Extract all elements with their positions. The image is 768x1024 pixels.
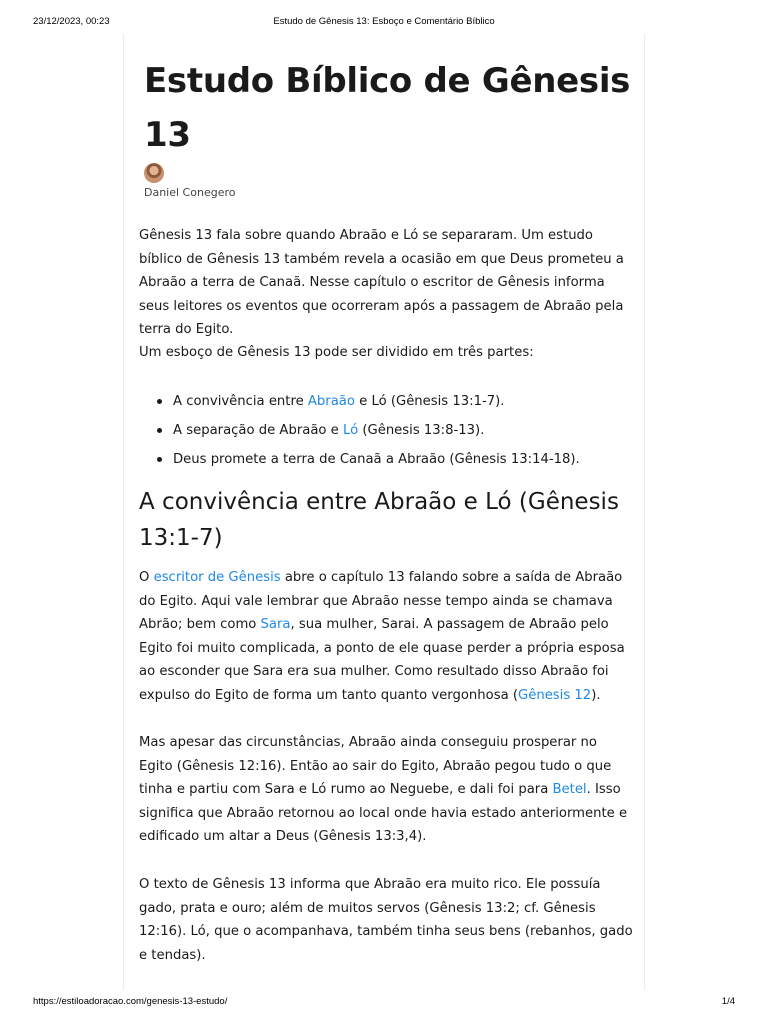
intro-paragraph: Gênesis 13 fala sobre quando Abraão e Ló se separaram. Um estudo bíblico de Gênesis 13 também revela a ocasião em que Deus prometeu a Abraão a terra de Canaã. Nesse capítulo o escritor de Gênesis informa seus leitores os eventos que ocorreram após a passagem de Abraão pela terra do Egito. [139,228,624,337]
print-footer [0,996,768,1010]
outline-list [139,387,580,474]
paragraph-2: Mas apesar das circunstâncias, Abraão ainda conseguiu prosperar no Egito (Gênesis 12:16). Então ao sair do Egito, Abraão pegou tudo o que tinha e partiu com Sara e Ló rumo ao Neguebe, e dali foi para Betel. Isso significa que Abraão retornou ao local onde havia estado anteriormente e edificado um altar a Deus (Gênesis 13:3,4). [139,735,628,844]
escritor-de-genesis-link[interactable]: escritor de Gênesis [153,570,281,585]
print-header [0,16,768,30]
betel-link[interactable]: Betel [552,782,587,797]
print-page-number: 1/4 [721,996,735,1007]
print-page-title: Estudo de Gênesis 13: Esboço e Comentário Bíblico [273,16,495,27]
article [123,34,645,990]
list-item: A separação de Abraão e Ló (Gênesis 13:8-13). [139,416,580,445]
list-item: Deus promete a terra de Canaã a Abraão (Gênesis 13:14-18). [139,445,580,474]
article-title: Estudo Bíblico de Gênesis 13 [144,61,631,155]
print-datetime: 23/12/2023, 00:23 [33,16,110,27]
section-heading: A convivência entre Abraão e Ló (Gênesis 13:1-7) [139,489,619,551]
abraao-link[interactable]: Abraão [307,394,355,409]
lo-link[interactable]: Ló [342,423,359,438]
author-avatar[interactable] [144,163,164,183]
genesis-12-link[interactable]: Gênesis 12 [518,687,592,703]
paragraph-1: O escritor de Gênesis abre o capítulo 13 falando sobre a saída de Abraão do Egito. Aqui vale lembrar que Abraão nesse tempo ainda se chamava Abrão; bem como Sara, sua mulher, Sarai. A passagem de Abraão pelo Egito foi muito complicada, a ponto de ele quase perder a própria esposa ao esconder que Sara era sua mulher. Como resultado disso Abraão foi expulso do Egito de forma um tanto quanto vergonhosa (Gênesis 12). [139,570,625,703]
list-item: A convivência entre Abraão e Ló (Gênesis 13:1-7). [139,387,580,416]
outline-intro: Um esboço de Gênesis 13 pode ser dividido em três partes: [139,345,534,360]
author-name[interactable]: Daniel Conegero [144,186,236,199]
print-url: https://estiloadoracao.com/genesis-13-estudo/ [33,996,228,1007]
sara-link[interactable]: Sara [260,617,291,632]
paragraph-3: O texto de Gênesis 13 informa que Abraão era muito rico. Ele possuía gado, prata e ouro; além de muitos servos (Gênesis 13:2; cf. Gênesis 12:16). Ló, que o acompanhava, também tinha seus bens (rebanhos, gado e tendas). [139,877,633,963]
